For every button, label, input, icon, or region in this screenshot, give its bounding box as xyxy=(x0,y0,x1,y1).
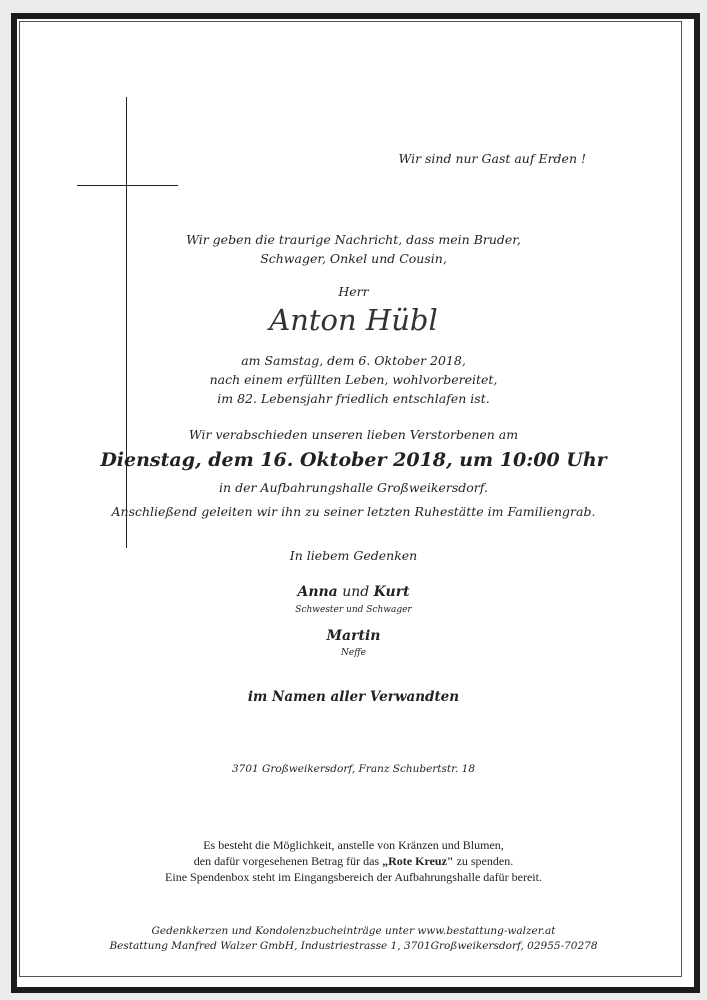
donation-line-1: Es besteht die Möglichkeit, anstelle von Kränzen und Blumen, xyxy=(203,838,504,852)
intro-line-2: Schwager, Onkel und Cousin, xyxy=(260,251,447,266)
motto: Wir sind nur Gast auf Erden ! xyxy=(398,151,586,166)
death-notice-line-1: am Samstag, dem 6. Oktober 2018, xyxy=(241,353,466,368)
mourner-1-name-1: Anna xyxy=(297,584,338,600)
address: 3701 Großweikersdorf, Franz Schubertstr. 18 xyxy=(231,763,476,775)
mourner-2-name: Martin xyxy=(326,628,381,644)
farewell-intro: Wir verabschieden unseren lieben Verstorbenen am xyxy=(188,427,519,442)
funeral-location: in der Aufbahrungshalle Großweikersdorf. xyxy=(219,480,488,495)
donation-line-2-pre: den dafür vorgesehenen Betrag für das xyxy=(193,854,383,868)
mourner-1-relation: Schwester und Schwager xyxy=(295,605,412,615)
donation-line-3: Eine Spendenbox steht im Eingangsbereich der Aufbahrungshalle dafür bereit. xyxy=(165,870,542,884)
death-notice-line-2: nach einem erfüllten Leben, wohlvorbereitet, xyxy=(209,372,498,387)
donation-red-cross: „Rote Kreuz" xyxy=(382,854,454,868)
on-behalf-line: im Namen aller Verwandten xyxy=(247,689,460,705)
mourner-1-conjunction: und xyxy=(342,584,370,600)
mourner-1-name-2: Kurt xyxy=(373,584,410,600)
cross-icon-horizontal xyxy=(77,185,178,186)
memory-line: In liebem Gedenken xyxy=(289,548,418,563)
mourner-1 xyxy=(0,584,707,600)
footer-line-2: Bestattung Manfred Walzer GmbH, Industriestrasse 1, 3701Großweikersdorf, 02955-70278 xyxy=(109,940,598,952)
mourner-2 xyxy=(0,628,707,644)
burial-note: Anschließend geleiten wir ihn zu seiner letzten Ruhestätte im Familiengrab. xyxy=(111,504,596,519)
donation-line-2-post: zu spenden. xyxy=(453,854,514,868)
footer-line-1: Gedenkkerzen und Kondolenzbucheinträge unter www.bestattung-walzer.at xyxy=(151,925,556,937)
salutation: Herr xyxy=(338,284,369,299)
funeral-date: Dienstag, dem 16. Oktober 2018, um 10:00 Uhr xyxy=(100,449,607,471)
death-notice-line-3: im 82. Lebensjahr friedlich entschlafen ist. xyxy=(217,391,490,406)
intro-line-1: Wir geben die traurige Nachricht, dass mein Bruder, xyxy=(186,232,521,247)
deceased-name: Anton Hübl xyxy=(269,303,438,337)
mourner-2-relation: Neffe xyxy=(341,648,366,658)
donation-line-2 xyxy=(0,853,707,869)
